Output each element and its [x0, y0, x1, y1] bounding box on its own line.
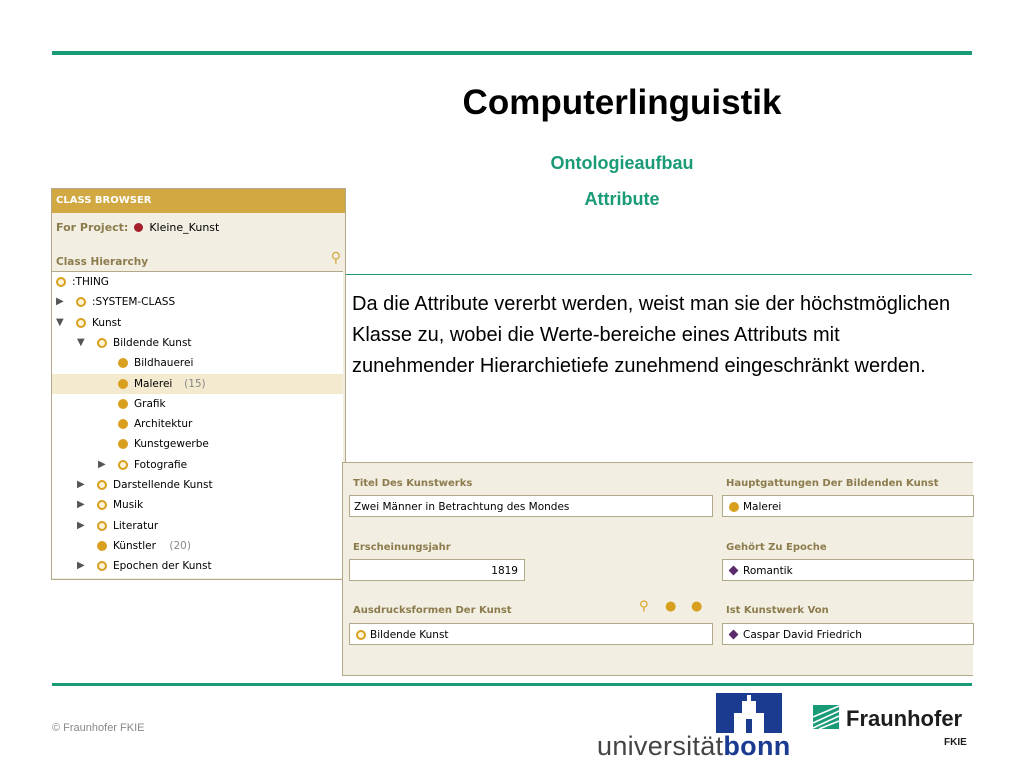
ausdrucksformen-label: Ausdrucksformen Der Kunst — [353, 605, 512, 616]
bonn-logo-bold: bonn — [723, 731, 791, 761]
instance-form-panel — [342, 462, 973, 676]
slide-body-text: Da die Attribute vererbt werden, weist man sie der höchstmöglichen Klasse zu, wobei die Werte-bereiche eines Attributs mit zunehmender Hierarchietiefe zunehmend eingeschränkt werden. — [352, 293, 951, 377]
copyright-text: © Fraunhofer FKIE — [52, 722, 145, 734]
class-ring-icon — [97, 500, 107, 510]
tree-item[interactable] — [52, 272, 343, 292]
tree-item[interactable] — [52, 292, 343, 312]
class-dot-icon — [118, 399, 128, 409]
class-browser-panel — [51, 188, 346, 580]
tree-item[interactable] — [52, 353, 343, 373]
class-ring-icon — [356, 630, 366, 640]
top-rule — [52, 51, 972, 55]
tree-item-label: Darstellende Kunst — [113, 479, 213, 491]
hauptgattungen-value: Malerei — [743, 501, 782, 513]
kunstwerk-von-value: Caspar David Friedrich — [743, 629, 862, 641]
titel-value: Zwei Männer in Betrachtung des Mondes — [354, 501, 570, 513]
tree-item-label: Bildende Kunst — [113, 336, 192, 349]
collapse-arrow-icon[interactable]: ▶ — [77, 479, 85, 490]
erscheinungsjahr-label: Erscheinungsjahr — [353, 542, 451, 553]
search-icon[interactable]: ⚲ — [639, 599, 649, 614]
class-dot-icon — [97, 541, 107, 551]
collapse-arrow-icon[interactable]: ▶ — [77, 499, 85, 511]
class-browser-title: CLASS BROWSER — [56, 195, 152, 206]
slide-title: Computerlinguistik — [462, 83, 782, 122]
slide-subtitle: Ontologieaufbau — [550, 153, 694, 173]
epoche-label: Gehört Zu Epoche — [726, 542, 827, 553]
kunstwerk-von-field[interactable] — [722, 623, 974, 645]
tree-item-label: :THING — [72, 276, 109, 288]
tree-item-label: Epochen der Kunst — [113, 560, 212, 573]
erscheinungsjahr-value: 1819 — [491, 565, 518, 577]
tree-item-count: (20) — [169, 539, 191, 552]
tree-item-label: Malerei — [134, 377, 173, 390]
instance-diamond-icon — [729, 566, 739, 576]
class-hierarchy-label: Class Hierarchy — [56, 256, 149, 268]
expand-arrow-icon[interactable]: ▼ — [77, 336, 85, 348]
class-dot-icon — [118, 439, 128, 449]
text-top-rule — [344, 274, 972, 275]
hauptgattungen-field[interactable] — [722, 495, 974, 517]
university-bonn-emblem — [716, 693, 782, 733]
project-icon — [134, 223, 143, 232]
tree-item[interactable] — [52, 475, 343, 495]
tree-item[interactable] — [52, 414, 343, 434]
ausdrucksformen-value: Bildende Kunst — [370, 629, 449, 641]
class-ring-icon — [97, 480, 107, 490]
tree-item-label: :SYSTEM-CLASS — [92, 296, 176, 309]
erscheinungsjahr-field[interactable] — [349, 559, 525, 581]
tree-item-label: Kunstgewerbe — [134, 438, 209, 451]
titel-field[interactable] — [349, 495, 713, 517]
titel-label: Titel Des Kunstwerks — [353, 478, 473, 489]
class-dot-icon — [729, 502, 739, 512]
project-label: For Project: — [56, 221, 129, 234]
collapse-arrow-icon[interactable]: ▶ — [77, 560, 85, 572]
tree-item[interactable] — [52, 455, 343, 475]
hauptgattungen-label: Hauptgattungen Der Bildenden Kunst — [726, 478, 939, 489]
tree-item-label: Kunst — [92, 316, 122, 329]
class-ring-icon — [97, 521, 107, 531]
tree-item-label: Architektur — [134, 418, 193, 431]
tree-item-count: (15) — [184, 377, 206, 390]
fraunhofer-logo-icon — [813, 705, 839, 729]
tree-item-label: Literatur — [113, 519, 159, 532]
tree-item[interactable] — [52, 516, 343, 536]
tree-item-label: Fotografie — [134, 458, 188, 471]
class-browser-header — [52, 189, 345, 213]
bonn-building-icon — [716, 693, 782, 733]
collapse-arrow-icon[interactable]: ▶ — [56, 296, 64, 308]
class-ring-icon — [76, 318, 86, 328]
tree-item[interactable] — [52, 556, 343, 576]
class-dot-icon — [118, 419, 128, 429]
tree-item[interactable] — [52, 495, 343, 515]
fraunhofer-logo-sub: FKIE — [944, 737, 967, 748]
class-dot-icon — [118, 358, 128, 368]
epoche-value: Romantik — [743, 565, 793, 577]
tree-item[interactable] — [52, 333, 343, 353]
project-name: Kleine_Kunst — [149, 221, 220, 234]
tree-item[interactable] — [52, 313, 343, 333]
expand-arrow-icon[interactable]: ▼ — [56, 316, 64, 328]
tree-item-label: Musik — [113, 499, 144, 512]
slide-subtitle-2: Attribute — [584, 189, 660, 209]
ausdrucksformen-field[interactable] — [349, 623, 713, 645]
class-ring-icon — [56, 277, 66, 287]
fraunhofer-logo-text: Fraunhofer — [846, 706, 963, 731]
class-tree — [52, 271, 343, 578]
class-dot-icon — [118, 379, 128, 389]
add-value-icon[interactable]: ● — [665, 599, 677, 614]
project-row — [56, 221, 219, 234]
university-bonn-logo — [597, 731, 791, 762]
instance-diamond-icon — [729, 630, 739, 640]
tree-item-label: Bildhauerei — [134, 357, 194, 370]
class-ring-icon — [118, 460, 128, 470]
tree-item[interactable] — [52, 374, 343, 394]
class-ring-icon — [97, 338, 107, 348]
bottom-rule — [52, 683, 972, 686]
search-icon[interactable]: ⚲ — [330, 250, 341, 266]
tree-item[interactable] — [52, 536, 343, 556]
collapse-arrow-icon[interactable]: ▶ — [77, 519, 85, 531]
tree-item-label: Grafik — [134, 397, 166, 410]
tree-item[interactable] — [52, 434, 343, 454]
bonn-logo-prefix: universität — [597, 731, 724, 761]
kunstwerk-von-label: Ist Kunstwerk Von — [726, 605, 829, 616]
collapse-arrow-icon[interactable]: ▶ — [98, 458, 106, 470]
class-ring-icon — [97, 561, 107, 571]
class-ring-icon — [76, 297, 86, 307]
remove-value-icon[interactable]: ● — [691, 599, 703, 614]
epoche-field[interactable] — [722, 559, 974, 581]
tree-item-label: Künstler — [113, 539, 156, 552]
tree-item[interactable] — [52, 394, 343, 414]
